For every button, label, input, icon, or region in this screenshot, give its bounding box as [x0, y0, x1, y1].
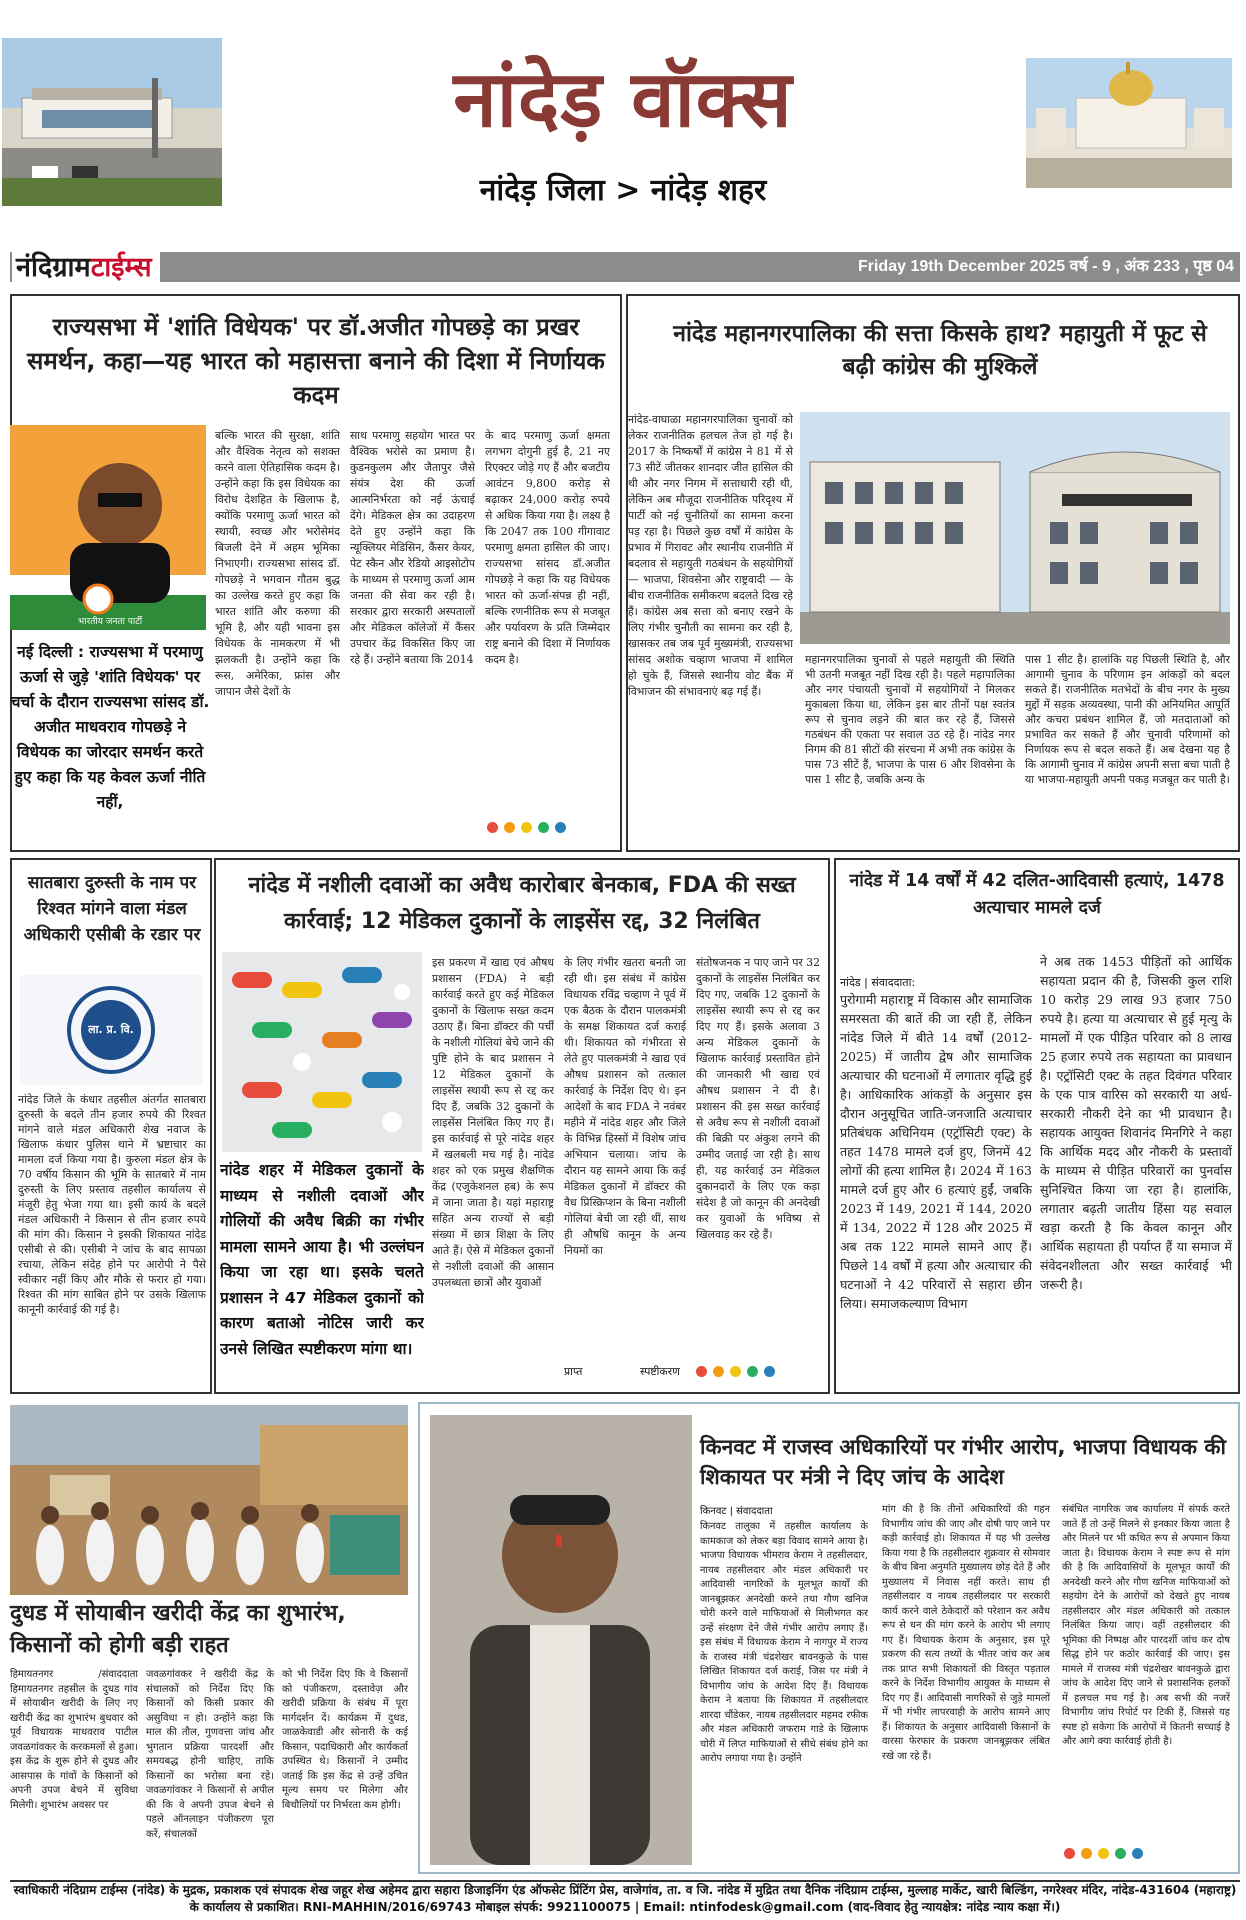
- kinwat-col-2: मांग की है कि तीनों अधिकारियों की गहन विभागीय जांच की जाए और दोषी पाए जाने पर कड़ी कार्रवाई हो। शिकायत में यह भी उल्लेख किया गया है कि तहसीलदार शुक्रवार से सोमवार के बीच बिना अनुमति मुख्यालय छोड़ देते हैं और मुख्यालय में निवास नहीं करते। साथ ही तहसीलदार व नायब तहसीलदार पर सरकारी कार्य करने वाले ठेकेदारों को परेशान कर अवैध रूप से धन की मांग करने के आरोप भी लगाए गए हैं। विधायक केराम के अनुसार, इस पूरे प्रकरण की सत्य तथ्यों के भीतर जांच कर अब तक प्राप्त सभी शिकायतों की विस्तृत पड़ताल करने के निर्देश विभागीय आयुक्त के माध्यम से दिए गए हैं। आदिवासी नागरिकों से जुड़े मामलों में भी गंभीर लापरवाही के आरोप सामने आए हैं। शिकायत के अनुसार आदिवासी किसानों के वारसा फेरफार के प्रकरण जानबूझकर लंबित रखे जा रहे हैं।: [882, 1504, 1050, 1762]
- headline-kinwat: किनवट में राजस्व अधिकारियों पर गंभीर आरोप, भाजपा विधायक की शिकायत पर मंत्री ने दिए जांच के आदेश: [700, 1435, 1226, 1489]
- kinwat-col-1: किनवट तालुका में तहसील कार्यालय के कामकाज को लेकर बड़ा विवाद सामने आया है। भाजपा विधायक भीमराव केराम ने तहसीलदार, नायब तहसीलदार और मंडल अधिकारी पर आदिवासी नागरिकों के मूलभूत कार्यों की जानबूझकर अनदेखी करने तथा गौण खनिज चोरी करने वाले माफियाओं से मिलीभगत कर उन्हें संरक्षण देने जैसे गंभीर आरोप लगाए हैं। इस संबंध में विधायक केराम ने नागपुर में राज्य के राजस्व मंत्री चंद्रशेखर बावनकुळे के पास लिखित शिकायत दर्ज कराई, जिस पर मंत्री ने विभागीय जांच के आदेश दिए हैं। विधायक केराम ने बताया कि शिकायत में तहसीलदार शारदा चौंडेकर, नायब तहसीलदार महमद रफीक और मंडल अधिकारी जफराम गाडे के खिलाफ चोरी में लिप्त माफियाओं से सीधे संबंध होने का आरोप लगाया गया है। उन्होंने: [700, 1521, 868, 1764]
- soybean-col-2: जवळगांवकर ने खरीदी केंद्र के संचालकों को निर्देश दिए कि किसानों को किसी प्रकार की असुविधा न हो। उन्होंने कहा कि माल की तौल, गुणवत्ता जांच और भुगतान प्रक्रिया पारदर्शी और समयबद्ध होनी चाहिए, ताकि किसानों का भरोसा बना रहे। जवळगांवकर ने किसानों से अपील की कि वे अपनी उपज बेचने से पहले ऑनलाइन पंजीकरण पूरा करें, संचालकों: [146, 1669, 274, 1840]
- shanti-bill-col-1: बल्कि भारत की सुरक्षा, शांति और वैश्विक नेतृत्व को सशक्त करने वाला ऐतिहासिक कदम है। उन्होंने कहा कि इस विधेयक का विरोध देशहित के खिलाफ है, क्योंकि परमाणु ऊर्जा भारत को स्थायी, स्वच्छ और भरोसेमंद बिजली देने में अहम भूमिका निभाएगी। राज्यसभा सांसद डॉ. गोपछड़े ने भगवान गौतम बुद्ध का उल्लेख करते हुए कहा कि भारत शांति और करुणा की भूमि है, और यही भावना इस विधेयक के नामकरण में भी झलकती है। उन्होंने कहा कि रूस, अमेरिका, फ्रांस और जापान जैसे देशों के: [215, 429, 340, 698]
- dot: [487, 822, 498, 833]
- headline-shanti-bill: राज्यसभा में 'शांति विधेयक' पर डॉ.अजीत गोपछड़े का प्रखर समर्थन, कहा—यह भारत को महासत्ता बनाने की दिशा में निर्णायक कदम: [27, 313, 605, 409]
- fda-col-3: संतोषजनक न पाए जाने पर 32 दुकानों के लाइसेंस निलंबित कर दिए गए, जबकि 12 दुकानों के लाइसेंस स्थायी रूप से रद्द कर दिए गए हैं। इसके अलावा 3 अन्य मेडिकल दुकानों के खिलाफ कार्रवाई प्रस्तावित होने की जानकारी भी खाद्य एवं औषध प्रशासन ने दी है। प्रशासन की इस सख्त कार्रवाई से अवैध रूप से नशीली दवाओं की बिक्री पर अंकुश लगने की उम्मीद जताई जा रही है। साथ ही, यह कार्रवाई उन मेडिकल दुकानदारों के लिए एक कड़ा संदेश है जो कानून की अनदेखी कर युवाओं के भविष्य से खिलवाड़ कर रहे हैं।: [696, 956, 820, 1241]
- acb-body: नांदेड जिले के कंधार तहसील अंतर्गत सातबारा दुरुस्ती के बदले तीन हजार रुपये की रिश्वत मांगने वाले मंडल अधिकारी शेख नवाज के खिलाफ कंधार पुलिस थाने में भ्रष्टाचार का मामला दर्ज किया गया है। कुरुला मंडल क्षेत्र के 70 वर्षीय किसान की भूमि के सातबारे में नाम दुरुस्ती के लिए प्रस्ताव तहसील कार्यालय से मंजूरी हेतु भेजा गया था। इसी कार्य के बदले मंडल अधिकारी ने किसान से तीन हजार रुपये की मांग की। किसान ने इसकी शिकायत नांदेड एसीबी से की। एसीबी ने जांच के बाद सापळा रचाया, लेकिन संदेह होने पर आरोपी ने पैसे स्वीकार नहीं किए और मौके से फरार हो गया। रिश्वत की मांग साबित होने पर उसके खिलाफ कानूनी कार्रवाई की गई है।: [18, 1093, 206, 1316]
- pills-photo: [222, 952, 422, 1152]
- nanded-mc-col-1: नांदेड-वाघाळा महानगरपालिका चुनावों को लेकर राजनीतिक हलचल तेज हो गई है। 2017 के निष्कर्षों में कांग्रेस ने 81 में से 73 सीटें जीतकर शानदार जीत हासिल की थी और नगर निगम में सत्ताधारी रही थी, लेकिन अब मौजूदा राजनीतिक परिदृश्य में पार्टी को नई चुनौतियों का सामना करना पड़ रहा है। पिछले कुछ वर्षों में कांग्रेस के प्रभाव में गिरावट और स्थानीय राजनीति में बदलाव से महायुती गठबंधन के सहयोगियों — भाजपा, शिवसेना और राष्ट्रवादी — के बीच राजनीतिक समीकरण बदलते दिख रहे हैं। कांग्रेस अब सत्ता को बनाए रखने के लिए गंभीर चुनौती का सामना कर रही है, खासकर तब जब पूर्व मुख्यमंत्री, राज्यसभा सांसद अशोक चव्हाण भाजपा में शामिल हो चुके हैं, जिससे स्थानीय वोट बैंक में विभाजन की संभावनाएं बढ़ गई हैं।: [628, 413, 793, 698]
- mla-photo: [430, 1415, 692, 1865]
- dot: [764, 1366, 775, 1377]
- dot: [538, 822, 549, 833]
- logo-part-2: टाईम्स: [90, 252, 152, 283]
- dot: [555, 822, 566, 833]
- dot: [1081, 1848, 1092, 1859]
- headline-acb: सातबारा दुरुस्ती के नाम पर रिश्वत मांगने वाला मंडल अधिकारी एसीबी के रडार पर: [23, 873, 201, 945]
- dot: [696, 1366, 707, 1377]
- dot: [747, 1366, 758, 1377]
- shanti-bill-col-2: साथ परमाणु सहयोग भारत पर वैश्विक भरोसे का प्रमाण है। कुडनकुलम और जैतापुर जैसे संयंत्र देश की ऊर्जा आत्मनिर्भरता को नई ऊंचाई देंगे। मेडिकल क्षेत्र का उदाहरण देते हुए उन्होंने कहा कि न्यूक्लियर मेडिसिन, कैंसर केयर, पेट स्कैन और रेडियो आइसोटोप के माध्यम से परमाणु ऊर्जा आम जनता की सेवा कर रही है। सरकार द्वारा सरकारी अस्पतालों और मेडिकल कॉलेजों में कैंसर उपचार केंद्र विकसित किए जा रहे हैं। उन्होंने बताया कि 2014: [350, 429, 475, 666]
- dot: [730, 1366, 741, 1377]
- shanti-bill-col-3: के बाद परमाणु ऊर्जा क्षमता लगभग दोगुनी हुई है, 21 नए रिएक्टर जोड़े गए हैं और बजटीय आवंटन 9,800 करोड़ से बढ़ाकर 24,000 करोड़ रुपये से अधिक किया गया है। लक्ष्य है कि 2047 तक 100 गीगावाट परमाणु क्षमता हासिल की जाए। राज्यसभा सांसद डॉ.अजीत गोपछड़े ने कहा कि यह विधेयक भारत को ऊर्जा-संपन्न ही नहीं, बल्कि रणनीतिक रूप से मजबूत और पर्यावरण के प्रति जिम्मेदार राष्ट्र बनाने की दिशा में निर्णायक कदम है।: [485, 429, 610, 666]
- decor-dots-2: [696, 1366, 775, 1377]
- atrocity-col-1: पुरोगामी महाराष्ट्र में विकास और सामाजिक समरसता की बातें की जा रही हैं, लेकिन नांदेड जिले में बीते 14 वर्षों (2012-2025) में जातीय द्वेष और सामाजिक अत्याचार की घटनाओं में लगातार वृद्धि हुई है। आधिकारिक आंकड़ों के अनुसार इस दौरान अनुसूचित जाति-जनजाति अत्याचार प्रतिबंधक अधिनियम (एट्रॉसिटी एक्ट) के तहत 1478 मामले दर्ज हुए, जिनमें 42 लोगों की हत्या शामिल है। 2024 में 163 मामले दर्ज हुए और 6 हत्याएं हुईं, जबकि 2023 में 149, 2021 में 144, 2020 में 134, 2022 में 128 और 2025 में अब तक 122 मामले सामने आए हैं। पिछले 14 वर्षों में हत्या और अत्याचार की घटनाओं ने 42 परिवारों से सहारा छीन लिया। समाजकल्याण विभाग: [840, 992, 1032, 1311]
- dot: [1064, 1848, 1075, 1859]
- airport-photo: [2, 38, 222, 206]
- dot: [504, 822, 515, 833]
- fda-footer-right: स्पष्टीकरण: [640, 1365, 680, 1378]
- soybean-col-3: को भी निर्देश दिए कि वे किसानों को पंजीकरण, दस्तावेज़ और खरीदी प्रक्रिया के संबंध में पूरा मार्गदर्शन दें। कार्यक्रम में दुधड, जाळकेवाडी और सोनारी के कई किसान, पदाधिकारी और कार्यकर्ता उपस्थित थे। किसानों ने उम्मीद जताई कि इस केंद्र से उन्हें उचित मूल्य समय पर मिलेगा और बिचौलियों पर निर्भरता कम होगी।: [282, 1669, 408, 1811]
- soybean-event-photo: [10, 1405, 408, 1595]
- newspaper-logo: [12, 251, 160, 285]
- kinwat-col-3: संबंधित नागरिक जब कार्यालय में संपर्क करते जाते हैं तो उन्हें मिलने से इनकार किया जाता है और मिलने पर भी कथित रूप से अपमान किया जाता है। विधायक केराम ने स्पष्ट रूप से मांग की है कि आदिवासियों के मूलभूत कार्यों की अनदेखी करने और गौण खनिज माफियाओं को सहयोग देने के आरोपों को देखते हुए नायब तहसीलदार और मंडल अधिकारी को तत्काल निलंबित किया जाए। वहीं तहसीलदार की भूमिका की निष्पक्ष और पारदर्शी जांच कर दोष सिद्ध होने पर कठोर कार्रवाई की जाए। इस मामले में राजस्व मंत्री चंद्रशेखर बावनकुळे द्वारा जांच के आदेश दिए जाने से प्रशासनिक हलकों में हलचल मच गई है। अब सभी की नजरें विभागीय जांच रिपोर्ट पर टिकी हैं, जिससे यह स्पष्ट हो सकेगा कि आरोपों में कितनी सच्चाई है और आगे क्या कार्रवाई होती है।: [1062, 1504, 1230, 1747]
- soybean-col-1: हिमायतनगर /संवाददाता हिमायतनगर तहसील के दुधड गांव में सोयाबीन खरीदी के लिए नए खरीदी केंद्र का शुभारंभ बुधवार को पूर्व विधायक माधवराव पाटील जवळगांवकर के करकमलों से हुआ। इस केंद्र के शुरू होने से दुधड और आसपास के गांवों के किसानों को अपनी उपज बेचने में सुविधा मिलेगी। शुभारंभ अवसर पर: [10, 1669, 138, 1811]
- lead-shanti-bill: नई दिल्ली : राज्यसभा में परमाणु ऊर्जा से जुड़े 'शांति विधेयक' पर चर्चा के दौरान राज्यसभा सांसद डॉ. अजीत माधवराव गोपछड़े ने विधेयक का जोरदार समर्थन करते हुए कहा कि यह केवल ऊर्जा नीति नहीं,: [10, 643, 210, 811]
- fda-col-1: इस प्रकरण में खाद्य एवं औषध प्रशासन (FDA) ने बड़ी कार्रवाई करते हुए कई मेडिकल दुकानों के खिलाफ सख्त कदम उठाए हैं। बिना डॉक्टर की पर्ची के नशीली गोलियां बेचे जाने की पुष्टि होने के बाद प्रशासन ने 12 मेडिकल दुकानों के लाइसेंस स्थायी रूप से रद्द कर दिए हैं, जबकि 32 दुकानों के लाइसेंस निलंबित किए गए हैं। इस कार्रवाई से पूरे नांदेड शहर में खलबली मच गई है। नांदेड शहर को एक प्रमुख शैक्षणिक केंद्र (एजुकेशनल हब) के रूप में जाना जाता है। यहां महाराष्ट्र सहित अन्य राज्यों से बड़ी संख्या में छात्र शिक्षा के लिए आते हैं। ऐसे में मेडिकल दुकानों से नशीली दवाओं की आसान उपलब्धता छात्रों और युवाओं: [432, 956, 554, 1289]
- decor-dots-3: [1064, 1848, 1143, 1859]
- headline-fda: नांदेड में नशीली दवाओं का अवैध कारोबार बेनकाब, FDA की सख्त कार्रवाई; 12 मेडिकल दुकानों के लाइसेंस रद्द, 32 निलंबित: [248, 873, 796, 934]
- acb-logo-text: ला. प्र. वि.: [88, 1023, 134, 1036]
- fda-col-2: के लिए गंभीर खतरा बनती जा रही थी। इस संबंध में कांग्रेस विधायक रविंद्र चव्हाण ने पूर्व में एक बैठक के दौरान पालकमंत्री के समक्ष शिकायत दर्ज कराई थी। शिकायत को गंभीरता से लेते हुए पालकमंत्री ने खाद्य एवं औषध प्रशासन को तत्काल कार्रवाई के निर्देश दिए थे। इन आदेशों के बाद FDA ने नवंबर महीने में नांदेड शहर और जिले के विभिन्न हिस्सों में विशेष जांच अभियान चलाया। जांच के दौरान यह सामने आया कि कई मेडिकल दुकानों में डॉक्टर की वैध प्रिस्क्रिप्शन के बिना नशीली गोलियां बेची जा रही थीं, साथ ही औषधि कानून के अन्य नियमों का: [564, 956, 686, 1257]
- decor-dots-1: [487, 822, 566, 833]
- lead-fda: नांदेड शहर में मेडिकल दुकानों के माध्यम से नशीली दवाओं और गोलियों की अवैध बिक्री का गंभीर मामला सामने आया है। भी उल्लंघन किया जा रहा था। इसके चलते प्रशासन ने 47 मेडिकल दुकानों को कारण बताओ नोटिस जारी कर उनसे लिखित स्पष्टीकरण मांगा था।: [220, 1161, 424, 1358]
- headline-soybean: दुधड में सोयाबीन खरीदी केंद्र का शुभारंभ, किसानों को होगी बड़ी राहत: [10, 1601, 346, 1658]
- logo-part-1: नंदिग्राम: [16, 252, 91, 283]
- publisher-imprint: स्वाधिकारी नंदिग्राम टाईम्स (नांदेड) के मुद्रक, प्रकाशक एवं संपादक शेख जहूर शेख अहेमद द्वारा सहारा डिजाइनिंग एंड ऑफसेट प्रिंटिंग प्रेस, वाजेगांव, ता. व जि. नांदेड में मुद्रित तथा दैनिक नंदिग्राम टाईम्स, मुल्लाह मार्केट, खारी बिल्डिंग, नगरेश्वर मंदिर, नांदेड-431604 (महाराष्ट्र) के कार्यालय से प्रकाशित। RNI-MAHHIN/2016/69743 मोबाइल संपर्क: 9921100075 | Email: ntinfodesk@gmail.com (वाद-विवाद हेतु न्यायक्षेत्र: नांदेड न्याय कक्षा में।): [10, 1880, 1240, 1916]
- kinwat-dateline: किनवट | संवाददाता: [700, 1506, 773, 1517]
- nanded-mc-col-3: पास 1 सीट है। हालांकि यह पिछली स्थिति है, और आगामी चुनाव के परिणाम इन आंकड़ों को बदल सकते हैं। राजनीतिक मतभेदों के बीच नगर के मुख्य मुद्दों में सड़क अव्यवस्था, पानी की अनियमित आपूर्ति और कचरा प्रबंधन शामिल हैं, जो मतदाताओं को प्रभावित कर सकते हैं और चुनावी परिणामों को निर्णायक रूप से बदल सकते हैं। अब देखना यह है कि आगामी चुनाव में कांग्रेस अपनी सत्ता बचा पाती है या भाजपा-महायुती अपनी पकड़ मजबूत कर पाती है।: [1025, 653, 1230, 786]
- atrocity-dateline: नांदेड | संवाददाता:: [840, 976, 916, 989]
- municipal-building-photo: [800, 412, 1230, 644]
- masthead-title: नांदेड़ वॉक्स: [453, 54, 793, 145]
- masthead-subtitle: नांदेड़ जिला > नांदेड़ शहर: [479, 173, 767, 208]
- gurudwara-photo: [1026, 58, 1232, 188]
- issue-date-line: Friday 19th December 2025 वर्ष - 9 , अंक 233 , पृष्ठ 04: [857, 258, 1234, 275]
- dot: [713, 1366, 724, 1377]
- atrocity-col-2: ने अब तक 1453 पीड़ितों को आर्थिक सहायता प्रदान की है, जिसकी कुल राशि 10 करोड़ 29 लाख 93 हजार 750 रुपये है। हत्या या अत्याचार से हुई मृत्यु के मामलों में एक पीड़ित परिवार को 8 लाख 25 हजार रुपये तक सहायता का प्रावधान है। एट्रॉसिटी एक्ट के तहत दिवंगत परिवार के एक पात्र वारिस को सरकारी या अर्ध-सरकारी नौकरी देने का भी प्रावधान है। सहायक आयुक्त शिवानंद मिनगिरे ने कहा कि आर्थिक मदद और नौकरी के प्रस्तावों के माध्यम से पीड़ित परिवारों का पुनर्वास सुनिश्चित किया जा रहा है। हालांकि, लगातार बढ़ती जातीय हिंसा यह सवाल खड़ा करती है कि केवल कानून और आर्थिक सहायता ही पर्याप्त हैं या समाज में संवेदनशीलता और सख्त कार्रवाई भी जरूरी है।: [1040, 954, 1232, 1292]
- headline-atrocity: नांदेड में 14 वर्षों में 42 दलित-आदिवासी हत्याएं, 1478 अत्याचार मामले दर्ज: [849, 871, 1225, 918]
- dot: [1115, 1848, 1126, 1859]
- photo-caption-bjp: भारतीय जनता पार्टी: [77, 617, 143, 627]
- dot: [521, 822, 532, 833]
- dot: [1132, 1848, 1143, 1859]
- dot: [1098, 1848, 1109, 1859]
- fda-footer-left: प्राप्त: [564, 1365, 583, 1378]
- nanded-mc-col-2: महानगरपालिका चुनावों से पहले महायुती की स्थिति भी उतनी मजबूत नहीं दिख रही है। पहले महापालिका और नगर पंचायती चुनावों में सहयोगियों ने मिलकर मुकाबला किया था, लेकिन इस बार तीनों पक्ष स्वतंत्र रूप से चुनाव लड़ने की बात कर रहे हैं, जिससे गठबंधन की एकता पर सवाल उठ रहे हैं। नांदेड नगर निगम की 81 सीटों की संरचना में अभी तक कांग्रेस के पास 73 सीटें हैं, भाजपा के पास 6 और शिवसेना के पास 1 सीट है, जबकि अन्य के: [805, 653, 1015, 786]
- headline-nanded-mc: नांदेड महानगरपालिका की सत्ता किसके हाथ? महायुती में फूट से बढ़ी कांग्रेस की मुश्किलें: [673, 321, 1207, 380]
- gopchade-photo: [10, 425, 206, 630]
